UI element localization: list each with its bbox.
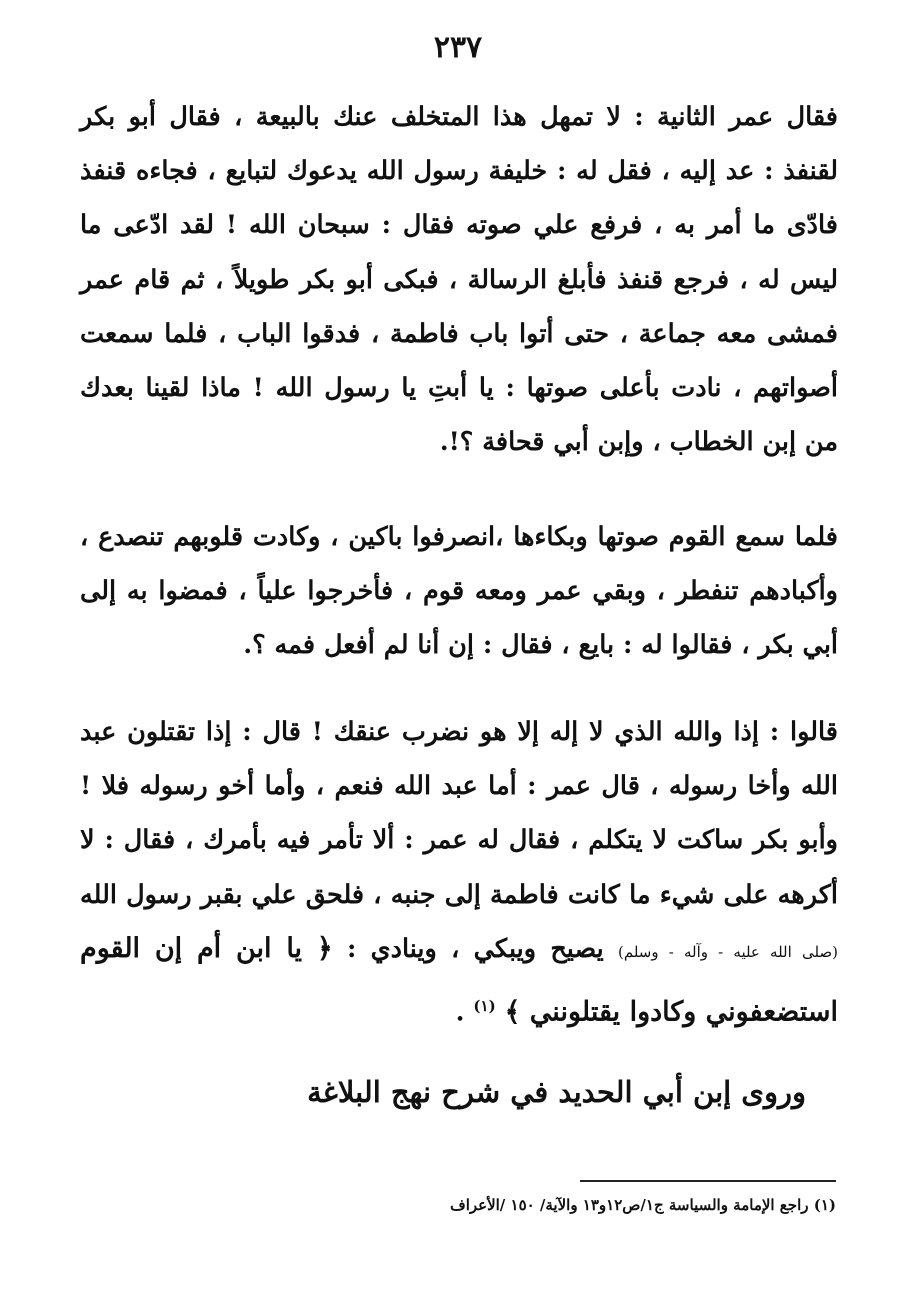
paragraph-1-block xyxy=(80,90,838,469)
paragraph-2-block xyxy=(80,510,838,673)
paragraph-3-text-b: يصيح ويبكي ، وينادي : xyxy=(346,933,604,964)
paragraph-1: فقال عمر الثانية : لا تمهل هذا المتخلف عنك بالبيعة ، فقال أبو بكر لقنفذ : عد إليه ، فقل له : خليفة رسول الله يدعوك لتبايع ، فجاءه قنفذ فادّى ما أمر به ، فرفع علي صوته فقال : سبحان الله ! لقد ادّعى ما ليس له ، فرجع قنفذ فأبلغ الرسالة ، فبكى أبو بكر طويلاً ، ثم قام عمر فمشى معه جماعة ، حتى أتوا باب فاطمة ، فدقوا الباب ، فلما سمعت أصواتهم ، نادت بأعلى صوتها : يا أبتِ يا رسول الله ! ماذا لقينا بعدك من إبن الخطاب ، وإبن أبي قحافة ؟!. xyxy=(80,102,838,458)
footnote-ref: (١) xyxy=(473,997,496,1016)
paragraph-3-end: . xyxy=(455,997,465,1028)
footnote-marker: (١) xyxy=(813,1196,836,1214)
footnote xyxy=(450,1196,836,1214)
section-heading: وروى إبن أبي الحديد في شرح نهج البلاغة xyxy=(307,1075,806,1109)
honorific: (صلى الله عليه - وآله - وسلم) xyxy=(617,942,839,961)
paragraph-3-block xyxy=(80,705,838,1040)
paragraph-2: فلما سمع القوم صوتها وبكاءها ،انصرفوا باكين ، وكادت قلوبهم تنصدع ، وأكبادهم تنفطر ، وبقي عمر ومعه قوم ، فأخرجوا علياً ، فمضوا به إلى أبي بكر ، فقالوا له : بايع ، فقال : إن أنا لم أفعل فمه ؟. xyxy=(80,522,838,661)
footnote-text: راجع الإمامة والسياسة ج١/ص١٢و١٣ والآية/ ١٥٠ /الأعراف xyxy=(450,1196,809,1214)
paragraph-3-text-a: قالوا : إذا والله الذي لا إله إلا هو نضرب عنقك ! قال : إذا تقتلون عبد الله وأخا رسوله ، قال عمر : أما عبد الله فنعم ، وأما أخو رسوله فلا ! وأبو بكر ساكت لا يتكلم ، فقال له عمر : ألا تأمر فيه بأمرك ، فقال : لا أكرهه على شيء ما كانت فاطمة إلى جنبه ، فلحق علي بقبر رسول الله xyxy=(80,717,838,910)
paragraph-3 xyxy=(80,705,838,1040)
page-number: ٢٣٧ xyxy=(433,30,483,65)
quran-quote: ﴿ يا ابن أم إن القوم استضعفوني وكادوا يقتلونني ﴾ xyxy=(80,932,838,1028)
footnote-divider xyxy=(580,1180,836,1182)
